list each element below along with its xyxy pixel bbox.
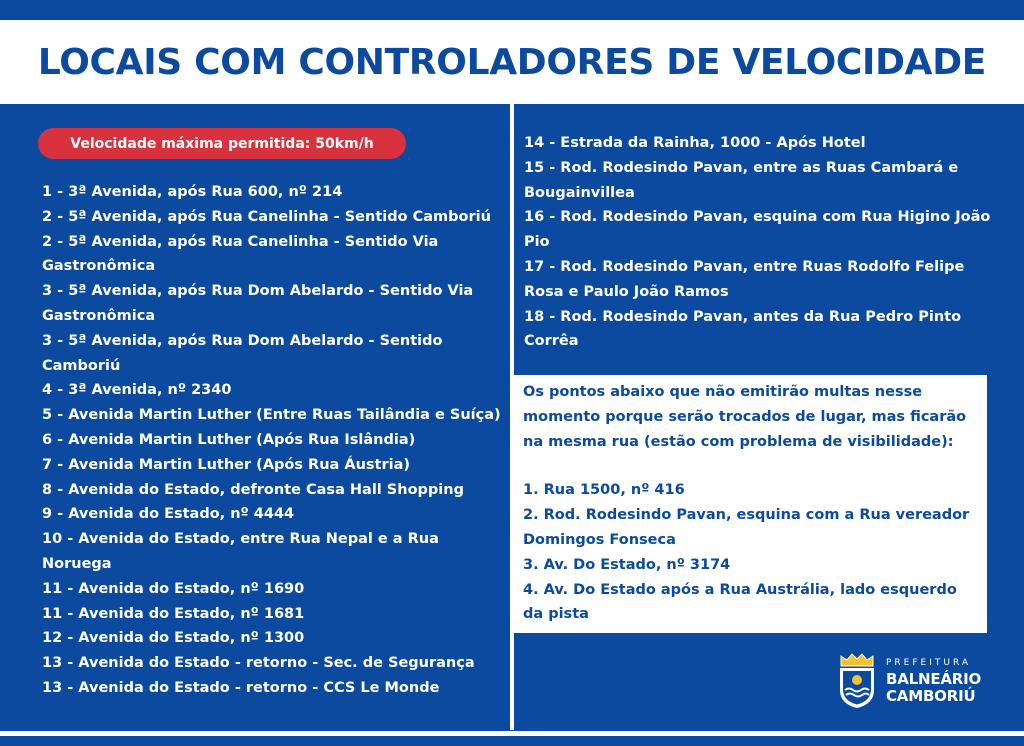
list-item: 3 - 5ª Avenida, após Rua Dom Abelardo - Sentido Via Gastronômica	[42, 283, 474, 324]
notice-list	[523, 478, 979, 627]
city-logo	[836, 652, 986, 712]
list-item: 12 - Avenida do Estado, nº 1300	[42, 630, 305, 647]
list-item: 10 - Avenida do Estado, entre Rua Nepal e a Rua Noruega	[42, 531, 439, 572]
list-item: 15 - Rod. Rodesindo Pavan, entre as Ruas Cambará e Bougainvillea	[524, 159, 959, 201]
list-item: 7 - Avenida Martin Luther (Após Rua Áustria)	[42, 456, 411, 473]
logo-city-line1: BALNEÁRIO	[886, 670, 982, 688]
list-item: 9 - Avenida do Estado, nº 4444	[42, 506, 295, 523]
bottom-line	[0, 731, 1024, 736]
coat-of-arms-icon	[836, 652, 878, 710]
list-item: 1 - 3ª Avenida, após Rua 600, nº 214	[42, 184, 343, 200]
notice-box	[513, 375, 987, 633]
list-item: 13 - Avenida do Estado - retorno - Sec. de Segurança	[42, 655, 475, 672]
list-item: 5 - Avenida Martin Luther (Entre Ruas Tailândia e Suíça)	[42, 407, 501, 424]
list-item: 17 - Rod. Rodesindo Pavan, entre Ruas Rodolfo Felipe Rosa e Paulo João Ramos	[524, 258, 965, 300]
list-item: 3. Av. Do Estado, nº 3174	[523, 556, 731, 573]
page-title: LOCAIS COM CONTROLADORES DE VELOCIDADE	[37, 41, 987, 83]
top-strip	[0, 0, 1024, 20]
list-item: 4 - 3ª Avenida, nº 2340	[42, 382, 232, 399]
list-item: 2 - 5ª Avenida, após Rua Canelinha - Sentido Camboriú	[42, 208, 491, 225]
title-band	[0, 20, 1024, 104]
list-item: 14 - Estrada da Rainha, 1000 - Após Hotel	[524, 135, 866, 151]
locations-list-right	[524, 131, 994, 354]
list-item: 13 - Avenida do Estado - retorno - CCS Le Monde	[42, 679, 440, 696]
locations-list-left	[42, 180, 504, 701]
list-item: 11 - Avenida do Estado, nº 1690	[42, 580, 305, 597]
list-item: 11 - Avenida do Estado, nº 1681	[42, 605, 305, 622]
speed-limit-label: Velocidade máxima permitida: 50km/h	[70, 135, 374, 152]
list-item: 16 - Rod. Rodesindo Pavan, esquina com Rua Higino João Pio	[524, 209, 991, 251]
list-item: 8 - Avenida do Estado, defronte Casa Hall Shopping	[42, 481, 464, 498]
logo-city-line2: CAMBORIÚ	[886, 687, 976, 705]
speed-limit-badge	[38, 128, 406, 159]
list-item: 2. Rod. Rodesindo Pavan, esquina com a Rua vereador Domingos Fonseca	[523, 507, 970, 548]
list-item: 1. Rua 1500, nº 416	[523, 482, 685, 499]
logo-prefeitura-text: PREFEITURA	[886, 658, 972, 668]
notice-intro: Os pontos abaixo que não emitirão multas nesse momento porque serão trocados de lugar, mas ficarão na mesma rua (estão com problema de visibilidade):	[523, 384, 967, 450]
list-item: 4. Av. Do Estado após a Rua Austrália, lado esquerdo da pista	[523, 581, 957, 623]
list-item: 2 - 5ª Avenida, após Rua Canelinha - Sentido Via Gastronômica	[42, 233, 439, 275]
list-item: 3 - 5ª Avenida, após Rua Dom Abelardo - Sentido Camboriú	[42, 332, 443, 374]
list-item: 18 - Rod. Rodesindo Pavan, antes da Rua Pedro Pinto Corrêa	[524, 308, 962, 350]
list-item: 6 - Avenida Martin Luther (Após Rua Islândia)	[42, 431, 416, 448]
